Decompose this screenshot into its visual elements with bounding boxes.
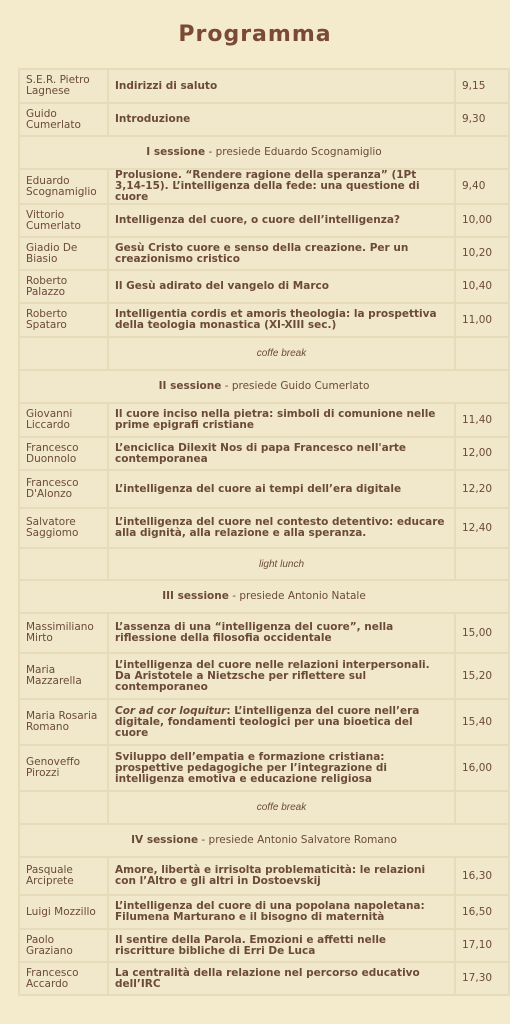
table-row xyxy=(19,745,509,791)
session-header xyxy=(19,136,509,169)
page-title: Programma xyxy=(178,22,332,47)
table-row xyxy=(19,470,509,508)
table-row xyxy=(19,857,509,895)
break-label: coffe break xyxy=(108,791,455,824)
table-row xyxy=(19,962,509,995)
talk-time: 15,20 xyxy=(455,653,509,699)
talk-title: Introduzione xyxy=(108,103,455,136)
talk-title: L’assenza di una “intelligenza del cuore”, nella riflessione della filosofia occidentale xyxy=(108,613,455,653)
talk-time: 10,20 xyxy=(455,237,509,270)
talk-title: Prolusione. “Rendere ragione della speranza” (1Pt 3,14-15). L’intelligenza della fede: una questione di cuore xyxy=(108,169,455,204)
session-name: IV sessione xyxy=(131,834,199,846)
session-header xyxy=(19,580,509,613)
speaker-name: Francesco Duonnolo xyxy=(19,437,108,470)
talk-title: Intelligentia cordis et amoris theologia: la prospettiva della teologia monastica (XI-XIII sec.) xyxy=(108,303,455,337)
talk-title: Intelligenza del cuore, o cuore dell’intelligenza? xyxy=(108,204,455,237)
talk-time: 16,00 xyxy=(455,745,509,791)
table-row xyxy=(19,613,509,653)
table-row xyxy=(19,169,509,204)
empty-cell xyxy=(455,791,509,824)
talk-time: 15,40 xyxy=(455,699,509,745)
talk-title: L’intelligenza del cuore di una popolana napoletana: Filumena Marturano e il bisogno di maternità xyxy=(108,895,455,929)
break-row xyxy=(19,337,509,370)
talk-title: Il cuore inciso nella pietra: simboli di comunione nelle prime epigrafi cristiane xyxy=(108,403,455,437)
table-row xyxy=(19,69,509,103)
talk-title: Gesù Cristo cuore e senso della creazione. Per un creazionismo cristico xyxy=(108,237,455,270)
table-row xyxy=(19,929,509,962)
table-row xyxy=(19,204,509,237)
speaker-name: Genoveffo Pirozzi xyxy=(19,745,108,791)
speaker-name: Roberto Spataro xyxy=(19,303,108,337)
speaker-name: Pasquale Arciprete xyxy=(19,857,108,895)
empty-cell xyxy=(19,548,108,580)
talk-time: 17,10 xyxy=(455,929,509,962)
speaker-name: Massimiliano Mirto xyxy=(19,613,108,653)
talk-title: L’intelligenza del cuore nel contesto detentivo: educare alla dignità, alla relazione e alla speranza. xyxy=(108,508,455,548)
speaker-name: Eduardo Scognamiglio xyxy=(19,169,108,204)
talk-time: 9,15 xyxy=(455,69,509,103)
talk-time: 10,40 xyxy=(455,270,509,303)
talk-time: 11,00 xyxy=(455,303,509,337)
speaker-name: Guido Cumerlato xyxy=(19,103,108,136)
talk-title-italic: Cor ad cor loquitur xyxy=(115,704,227,717)
break-label: coffe break xyxy=(108,337,455,370)
session-chair: - presiede Antonio Natale xyxy=(228,590,366,602)
talk-title: L’intelligenza del cuore ai tempi dell’era digitale xyxy=(108,470,455,508)
table-row xyxy=(19,403,509,437)
speaker-name: Paolo Graziano xyxy=(19,929,108,962)
empty-cell xyxy=(455,337,509,370)
speaker-name: Francesco Accardo xyxy=(19,962,108,995)
speaker-name: S.E.R. Pietro Lagnese xyxy=(19,69,108,103)
talk-title: L’enciclica Dilexit Nos di papa Francesco nell'arte contemporanea xyxy=(108,437,455,470)
table-row xyxy=(19,103,509,136)
talk-title-rest: : L’intelligenza del cuore nell’era digitale, fondamenti teologici per una bioetica del cuore xyxy=(115,704,420,739)
speaker-name: Francesco D'Alonzo xyxy=(19,470,108,508)
talk-title: L’intelligenza del cuore nelle relazioni interpersonali. Da Aristotele a Nietzsche per riflettere sul contemporaneo xyxy=(108,653,455,699)
break-row xyxy=(19,548,509,580)
speaker-name: Maria Mazzarella xyxy=(19,653,108,699)
speaker-name: Giadio De Biasio xyxy=(19,237,108,270)
talk-time: 12,00 xyxy=(455,437,509,470)
session-label xyxy=(19,136,509,169)
session-header xyxy=(19,824,509,857)
speaker-name: Vittorio Cumerlato xyxy=(19,204,108,237)
talk-time: 17,30 xyxy=(455,962,509,995)
talk-time: 15,00 xyxy=(455,613,509,653)
session-name: I sessione xyxy=(146,146,206,158)
break-row xyxy=(19,791,509,824)
speaker-name: Luigi Mozzillo xyxy=(19,895,108,929)
empty-cell xyxy=(19,337,108,370)
speaker-name: Salvatore Saggiomo xyxy=(19,508,108,548)
session-chair: - presiede Antonio Salvatore Romano xyxy=(198,834,397,846)
talk-title xyxy=(108,699,455,745)
table-row xyxy=(19,699,509,745)
talk-time: 12,40 xyxy=(455,508,509,548)
talk-time: 16,50 xyxy=(455,895,509,929)
talk-title: Amore, libertà e irrisolta problematicità: le relazioni con l’Altro e gli altri in Dostoevskij xyxy=(108,857,455,895)
speaker-name: Giovanni Liccardo xyxy=(19,403,108,437)
talk-time: 12,20 xyxy=(455,470,509,508)
session-chair: - presiede Guido Cumerlato xyxy=(221,380,370,392)
talk-title: Sviluppo dell’empatia e formazione cristiana: prospettive pedagogiche per l’integrazione di intelligenza emotiva e educazione religiosa xyxy=(108,745,455,791)
program-table xyxy=(18,68,510,996)
session-name: III sessione xyxy=(162,590,229,602)
table-row xyxy=(19,437,509,470)
session-chair: - presiede Eduardo Scognamiglio xyxy=(205,146,382,158)
session-label xyxy=(19,824,509,857)
talk-time: 9,40 xyxy=(455,169,509,204)
table-row xyxy=(19,270,509,303)
talk-title: Il Gesù adirato del vangelo di Marco xyxy=(108,270,455,303)
speaker-name: Maria Rosaria Romano xyxy=(19,699,108,745)
talk-time: 11,40 xyxy=(455,403,509,437)
talk-time: 9,30 xyxy=(455,103,509,136)
empty-cell xyxy=(455,548,509,580)
table-row xyxy=(19,895,509,929)
talk-time: 16,30 xyxy=(455,857,509,895)
talk-time: 10,00 xyxy=(455,204,509,237)
talk-title: Il sentire della Parola. Emozioni e affetti nelle riscritture bibliche di Erri De Luca xyxy=(108,929,455,962)
speaker-name: Roberto Palazzo xyxy=(19,270,108,303)
session-name: II sessione xyxy=(158,380,222,392)
table-row xyxy=(19,237,509,270)
talk-title: Indirizzi di saluto xyxy=(108,69,455,103)
table-row xyxy=(19,653,509,699)
empty-cell xyxy=(19,791,108,824)
table-row xyxy=(19,303,509,337)
talk-title: La centralità della relazione nel percorso educativo dell’IRC xyxy=(108,962,455,995)
session-header xyxy=(19,370,509,403)
session-label xyxy=(19,580,509,613)
table-row xyxy=(19,508,509,548)
session-label xyxy=(19,370,509,403)
break-label: light lunch xyxy=(108,548,455,580)
